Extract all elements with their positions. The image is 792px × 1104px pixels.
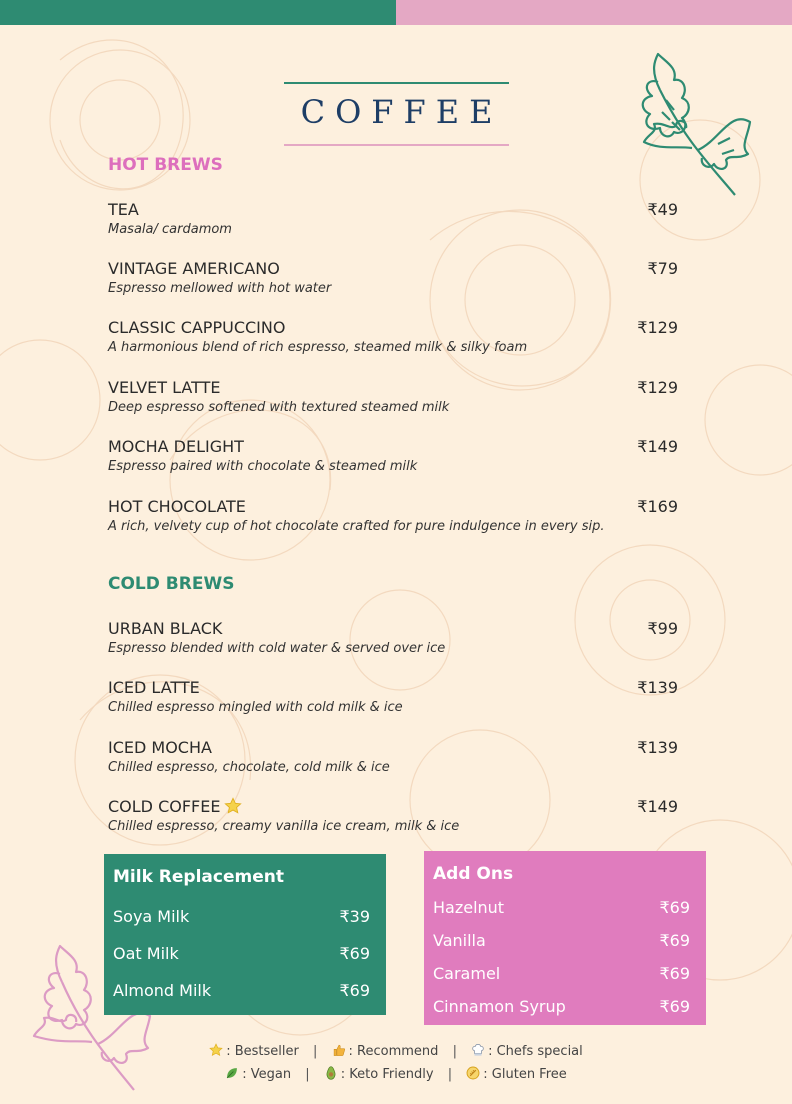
list-item	[433, 891, 690, 924]
item-description: Chilled espresso mingled with cold milk & ice	[108, 700, 403, 715]
legend-keto: : Keto Friendly	[340, 1067, 434, 1082]
item-price: ₹149	[637, 797, 678, 816]
legend-separator: |	[305, 1067, 310, 1082]
add-ons-heading: Add Ons	[433, 864, 514, 884]
legend-gluten-free: : Gluten Free	[483, 1067, 567, 1082]
menu-item	[108, 678, 678, 722]
legend-recommend: : Recommend	[348, 1044, 439, 1059]
chef-hat-icon	[471, 1043, 485, 1057]
item-description: A rich, velvety cup of hot chocolate crafted for pure indulgence in every sip.	[108, 519, 605, 534]
menu-item	[108, 200, 678, 244]
leaf-icon	[225, 1066, 239, 1080]
avocado-icon	[324, 1066, 338, 1080]
milk-replacement-box	[104, 854, 386, 1015]
star-icon	[209, 1043, 223, 1057]
item-price: ₹99	[647, 619, 678, 638]
hot-brews-heading: HOT BREWS	[108, 155, 223, 175]
item-price: ₹129	[637, 378, 678, 397]
item-name: VINTAGE AMERICANO	[108, 259, 280, 278]
legend-row-2	[0, 1066, 792, 1082]
legend-vegan: : Vegan	[242, 1067, 292, 1082]
item-description: Deep espresso softened with textured steamed milk	[108, 400, 450, 415]
item-name: ICED LATTE	[108, 678, 200, 697]
menu-item	[108, 797, 678, 841]
list-item	[113, 898, 370, 935]
option-price: ₹69	[659, 931, 690, 950]
option-name: Soya Milk	[113, 907, 190, 926]
list-item	[433, 924, 690, 957]
legend-separator: |	[447, 1067, 453, 1082]
option-price: ₹39	[339, 907, 370, 926]
list-item	[433, 990, 690, 1023]
option-price: ₹69	[339, 981, 370, 1000]
leaf-sprig-icon	[630, 50, 760, 200]
item-name: HOT CHOCOLATE	[108, 497, 246, 516]
cold-brews-heading: COLD BREWS	[108, 574, 235, 594]
star-icon	[224, 797, 242, 815]
legend-bestseller: : Bestseller	[226, 1044, 299, 1059]
menu-item	[108, 318, 678, 362]
item-price: ₹139	[637, 738, 678, 757]
option-name: Vanilla	[433, 931, 486, 950]
option-price: ₹69	[659, 997, 690, 1016]
list-item	[433, 957, 690, 990]
item-description: Chilled espresso, chocolate, cold milk & ice	[108, 760, 390, 775]
item-name: VELVET LATTE	[108, 378, 221, 397]
top-bar-pink	[396, 0, 792, 25]
item-description: Espresso paired with chocolate & steamed milk	[108, 459, 418, 474]
item-description: Masala/ cardamom	[108, 222, 232, 237]
item-price: ₹79	[647, 259, 678, 278]
item-name: CLASSIC CAPPUCCINO	[108, 318, 286, 337]
item-price: ₹49	[647, 200, 678, 219]
item-name: TEA	[108, 200, 139, 219]
list-item	[113, 935, 370, 972]
menu-item	[108, 619, 678, 663]
item-price: ₹129	[637, 318, 678, 337]
legend-chefs-special: : Chefs special	[488, 1044, 583, 1059]
item-description: A harmonious blend of rich espresso, steamed milk & silky foam	[108, 340, 528, 355]
title-rule-bottom	[284, 144, 509, 146]
item-price: ₹169	[637, 497, 678, 516]
menu-item	[108, 437, 678, 481]
page-title: COFFEE	[300, 93, 503, 131]
top-color-bar	[0, 0, 792, 25]
option-price: ₹69	[659, 964, 690, 983]
item-description: Espresso mellowed with hot water	[108, 281, 332, 296]
milk-replacement-heading: Milk Replacement	[113, 867, 284, 887]
top-bar-green	[0, 0, 396, 25]
list-item	[113, 972, 370, 1009]
option-name: Oat Milk	[113, 944, 179, 963]
wheat-crossed-icon	[466, 1066, 480, 1080]
item-description: Chilled espresso, creamy vanilla ice cream, milk & ice	[108, 819, 460, 834]
item-price: ₹139	[637, 678, 678, 697]
thumbs-up-icon	[332, 1043, 346, 1057]
menu-item	[108, 378, 678, 422]
option-price: ₹69	[339, 944, 370, 963]
option-price: ₹69	[659, 898, 690, 917]
legend-separator: |	[452, 1044, 457, 1059]
option-name: Caramel	[433, 964, 501, 983]
menu-item	[108, 259, 678, 303]
item-name: ICED MOCHA	[108, 738, 212, 757]
menu-item	[108, 738, 678, 782]
item-price: ₹149	[637, 437, 678, 456]
item-name	[108, 797, 678, 817]
item-name: MOCHA DELIGHT	[108, 437, 244, 456]
option-name: Hazelnut	[433, 898, 505, 917]
item-name: URBAN BLACK	[108, 619, 223, 638]
legend-separator: |	[313, 1044, 318, 1059]
option-name: Cinnamon Syrup	[433, 997, 566, 1016]
menu-title-block	[284, 82, 509, 146]
item-name-text: COLD COFFEE	[108, 797, 221, 816]
option-name: Almond Milk	[113, 981, 212, 1000]
menu-item	[108, 497, 678, 541]
legend-row-1	[0, 1043, 792, 1059]
add-ons-box	[424, 851, 706, 1025]
item-description: Espresso blended with cold water & served over ice	[108, 641, 446, 656]
